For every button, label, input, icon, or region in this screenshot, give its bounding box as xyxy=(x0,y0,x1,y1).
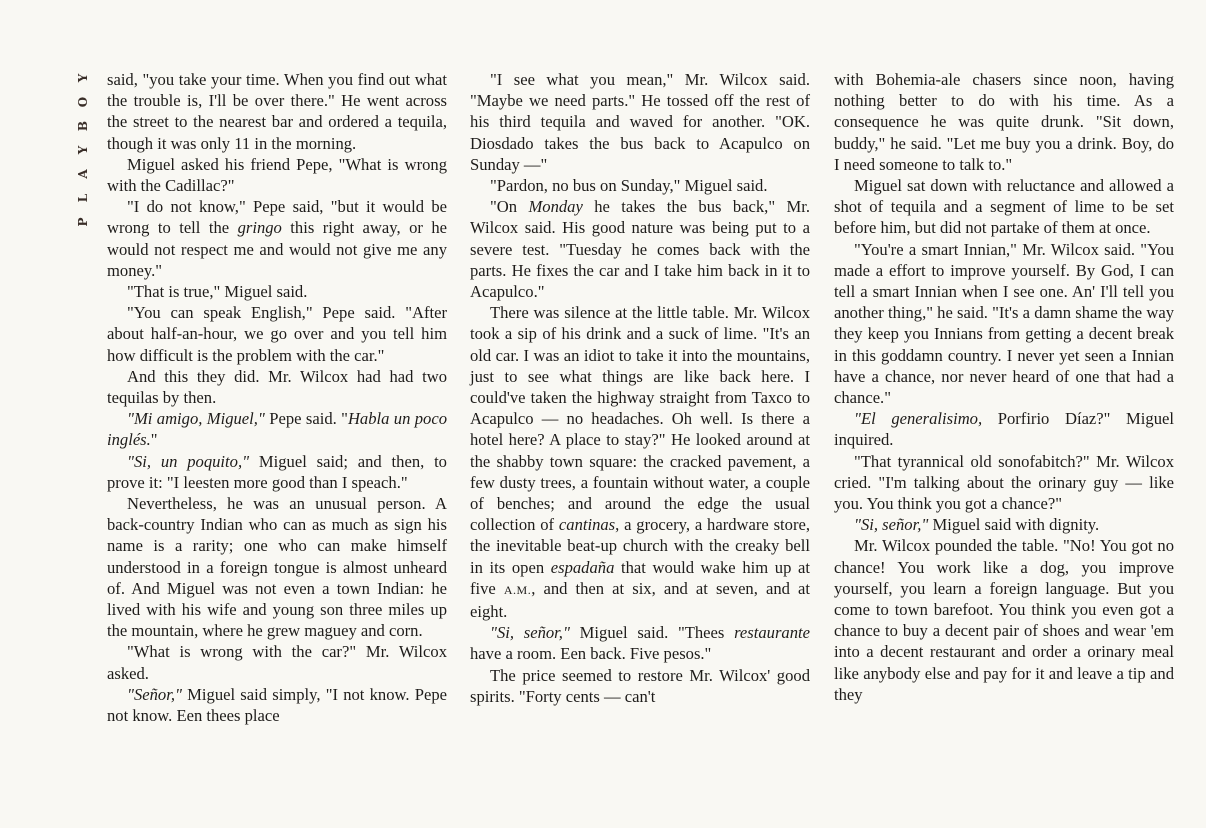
text-column-3 xyxy=(834,69,1174,705)
paragraph xyxy=(107,196,447,281)
paragraph: with Bohemia-ale chasers since noon, having nothing better to do with his time. As a consequence he was quite drunk. "Sit down, buddy," he said. "Let me buy you a drink. Boy, do I need someone to talk to." xyxy=(834,70,1174,174)
small-caps-text: A.M. xyxy=(503,582,532,597)
text-run: this right away, or he would not respect me and would not give me any money." xyxy=(107,218,448,280)
paragraph xyxy=(470,622,810,664)
logo-letter: Y xyxy=(76,73,90,83)
playboy-logo xyxy=(76,66,90,234)
logo-letter: A xyxy=(76,169,90,179)
paragraph: The price seemed to restore Mr. Wilcox' good spirits. "Forty cents — can't xyxy=(470,665,810,706)
paragraph: "You can speak English," Pepe said. "After about half-an-hour, we go over and you tell him how difficult is the problem with the car." xyxy=(107,303,447,365)
italic-text: "Señor," xyxy=(127,684,182,704)
text-run: There was silence at the little table. Mr. Wilcox took a sip of his drink and a suck of lime. "It's an old car. I was an idiot to take it into the mountains, just to see what things are like back here. I could've taken the highway straight from Taxco to Acapulco — no headaches. Oh well. Is there a hotel here? A place to stay?" He looked around at the shabby town square: the cracked pavement, a few dusty trees, a fountain without water, a couple of benches; and around the edge the usual collection of xyxy=(470,303,810,535)
paragraph: Nevertheless, he was an unusual person. A back-country Indian who can as much as sign his name is a rarity; one who can make himself understood in a foreign tongue is almost unheard of. And Miguel was not even a town Indian: he lived with his wife and young son three miles up the mountain, where he grew maguey and corn. xyxy=(107,494,447,641)
paragraph: "I see what you mean," Mr. Wilcox said. "Maybe we need parts." He tossed off the rest of his third tequila and waved for another. "OK. Diosdado takes the bus back to Acapulco on Sunday —" xyxy=(470,70,810,174)
text-run: Miguel said; and then, to prove it: "I leesten more good than I speach." xyxy=(107,451,447,492)
italic-text: "Si, señor," xyxy=(854,515,929,535)
text-run: he takes the bus back," Mr. Wilcox said. His good nature was being put to a severe test. "Tuesday he comes back with the parts. He fixes the car and I take him back in it to Acapulco." xyxy=(470,197,811,302)
paragraph: "That is true," Miguel said. xyxy=(127,282,308,302)
text-run: , a grocery, a hardware store, the inevitable beat-up church with the creaky bell in its open xyxy=(470,515,811,577)
logo-letter: L xyxy=(76,193,90,203)
italic-text: gringo xyxy=(237,218,282,238)
italic-text: Monday xyxy=(528,197,583,217)
paragraph xyxy=(470,196,810,302)
paragraph: "You're a smart Innian," Mr. Wilcox said. "You made a effort to improve yourself. By God, I can tell a smart Innian when I see one. An' I'll tell you another thing," he said. "It's a damn shame the way they keep you Innians from getting a decent break in this goddamn country. I never yet seen a Innian have a chance, nor never heard of one that had a chance." xyxy=(834,239,1174,408)
logo-letter: Y xyxy=(76,145,90,155)
paragraph xyxy=(107,408,447,450)
logo-letter: B xyxy=(76,120,90,132)
paragraph: said, "you take your time. When you find out what the trouble is, I'll be over there." He went across the street to the nearest bar and ordered a tequila, though it was only 11 in the morning. xyxy=(107,70,447,153)
text-run: that would wake him up at five xyxy=(470,557,810,598)
paragraph xyxy=(834,408,1174,450)
paragraph: "Pardon, no bus on Sunday," Miguel said. xyxy=(490,176,768,196)
text-run: , and then at six, and at seven, and at eight. xyxy=(470,578,810,622)
paragraph xyxy=(107,684,447,726)
italic-text: "Mi amigo, Miguel," xyxy=(127,409,265,429)
paragraph: And this they did. Mr. Wilcox had had two tequilas by then. xyxy=(107,366,447,408)
paragraph: "That tyrannical old sonofabitch?" Mr. Wilcox cried. "I'm talking about the orinary guy — like you. You think you got a chance?" xyxy=(834,451,1174,514)
italic-text: "El generalisimo, xyxy=(854,409,983,429)
paragraph xyxy=(470,302,810,622)
logo-letter: P xyxy=(76,217,90,227)
logo-letter: O xyxy=(76,96,90,108)
italic-text: cantinas xyxy=(558,515,616,535)
text-column-1 xyxy=(107,69,447,726)
paragraph xyxy=(107,451,447,493)
text-run: "I do not know," Pepe said, "but it would be wrong to tell the xyxy=(107,197,447,238)
italic-text: Habla un poco inglés. xyxy=(107,409,448,450)
text-run: have a room. Een back. Five pesos." xyxy=(470,644,712,664)
italic-text: espadaña xyxy=(550,557,615,577)
paragraph: Mr. Wilcox pounded the table. "No! You got no chance! You work like a dog, you improve yourself, you learn a foreign language. But you come to town barefoot. You think you even got a chance to buy a decent pair of shoes and wear 'em into a decent restaurant and order a orinary meal like anybody else and pay for it and leave a tip and they xyxy=(834,536,1174,704)
paragraph: "What is wrong with the car?" Mr. Wilcox asked. xyxy=(107,642,447,683)
text-column-2 xyxy=(470,69,810,707)
paragraph: Miguel asked his friend Pepe, "What is wrong with the Cadillac?" xyxy=(107,154,447,196)
text-run: Miguel said. "Thees xyxy=(569,623,735,643)
text-run: Pepe said. " xyxy=(264,409,348,429)
text-run: Porfirio Díaz?" Miguel inquired. xyxy=(834,409,1174,450)
paragraph: Miguel sat down with reluctance and allowed a shot of tequila and a segment of lime to be set before him, but did not partake of them at once. xyxy=(834,176,1174,238)
text-run: " xyxy=(150,430,158,450)
text-run: Miguel said simply, "I not know. Pepe not know. Een thees place xyxy=(107,684,447,726)
paragraph xyxy=(834,514,1174,535)
text-run: Miguel said with dignity. xyxy=(928,515,1100,535)
italic-text: restaurante xyxy=(734,623,810,643)
italic-text: "Si, señor," xyxy=(490,623,570,643)
italic-text: "Si, un poquito," xyxy=(127,451,250,471)
text-run: "On xyxy=(490,197,529,217)
